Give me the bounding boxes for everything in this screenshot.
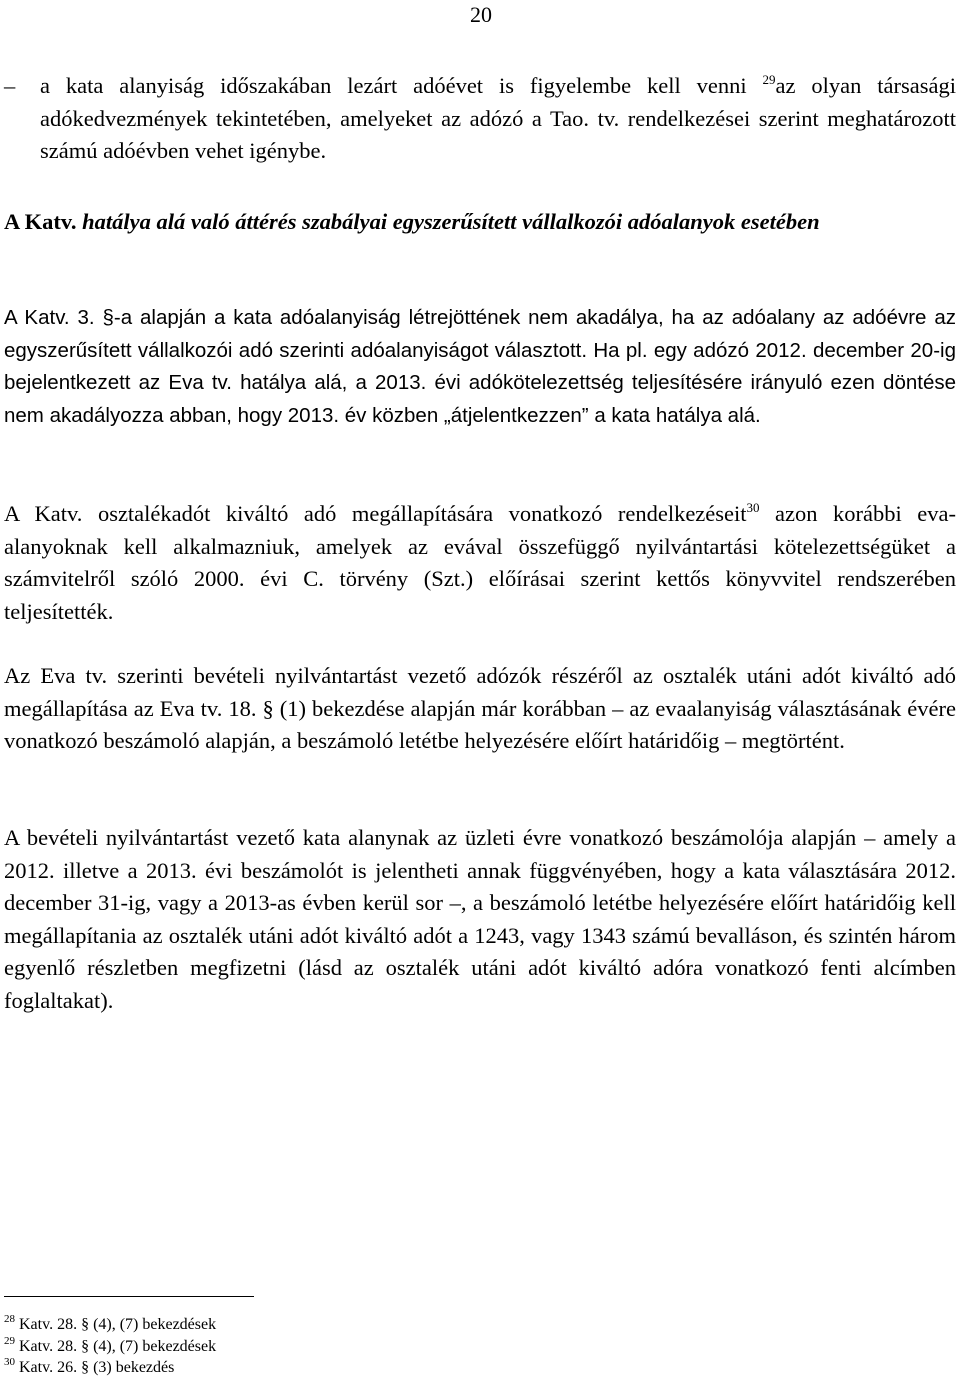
footnote-number: 29	[4, 1334, 15, 1347]
list-item	[4, 70, 956, 168]
list-item-text-after: az olyan társasági adókedvezmények tekintetében, amelyeket az adózó a Tao. tv. rendelkezései szerint meghatározott számú adóévben vehet igénybe.	[40, 73, 956, 164]
footnote-text: Katv. 28. § (4), (7) bekezdések	[15, 1337, 217, 1355]
footnote-ref-30[interactable]: 30	[746, 500, 760, 515]
paragraph-1	[4, 302, 956, 432]
dash-list	[4, 70, 956, 168]
paragraph-2	[4, 498, 956, 628]
footnote-29	[4, 1336, 704, 1358]
heading-rest: hatálya alá való áttérés szabályai egyszerűsített vállalkozói adóalanyok esetében	[76, 209, 820, 234]
list-dash: –	[4, 73, 16, 98]
heading-prefix: A Katv.	[4, 209, 77, 234]
footnote-text: Katv. 28. § (4), (7) bekezdések	[15, 1316, 217, 1333]
section-heading	[4, 206, 956, 239]
list-item-text-before: a kata alanyiság időszakában lezárt adóévet is figyelembe kell venni	[40, 73, 763, 98]
footnote-text: Katv. 26. § (3) bekezdés	[15, 1359, 175, 1376]
paragraph-2-before: A Katv. osztalékadót kiváltó adó megállapítására vonatkozó rendelkezéseit	[4, 501, 747, 526]
footnote-30	[4, 1357, 704, 1379]
paragraph-4-text: A bevételi nyilvántartást vezető kata alanynak az üzleti évre vonatkozó beszámolója alapján – amely a 2012. illetve a 2013. évi beszámolót is jelentheti annak függvényében, hogy a kata választására 2012. december 31-ig, vagy a 2013-as évben kerül sor –, a beszámoló letétbe helyezésére előírt határidőig kell megállapítania az osztalék utáni adót kiváltó adót a 1243, vagy 1343 számú bevalláson, és szintén három egyenlő részletben megfizetni (lásd az osztalék utáni adót kiváltó adóra vonatkozó fenti alcímben foglaltakat).	[4, 825, 956, 1013]
paragraph-4	[4, 822, 956, 1018]
paragraph-3-text: Az Eva tv. szerinti bevételi nyilvántartást vezető adózók részéről az osztalék utáni adót kiváltó adó megállapítása az Eva tv. 18. § (1) bekezdése alapján már korábban – az evaalanyiság választásának évére vonatkozó beszámoló alapján, a beszámoló letétbe helyezésére előírt határidőig – megtörtént.	[4, 663, 956, 754]
footnotes	[4, 1314, 704, 1379]
paragraph-3	[4, 660, 956, 758]
footnote-number: 30	[4, 1356, 15, 1368]
footnote-number: 28	[4, 1313, 15, 1325]
page-number: 20	[470, 2, 492, 27]
footnote-ref-29[interactable]: 29	[762, 72, 776, 87]
paragraph-1-text: A Katv. 3. §-a alapján a kata adóalanyiság létrejöttének nem akadálya, ha az adóalany az adóévre az egyszerűsített vállalkozói adó szerinti adóalanyiságot választott. Ha pl. egy adózó 2012. december 20-ig bejelentkezett az Eva tv. hatálya alá, a 2013. évi adókötelezettség teljesítésére irányuló ezen döntése nem akadályozza abban, hogy 2013. év közben „átjelentkezzen” a kata hatálya alá.	[4, 306, 956, 427]
footnote-separator	[4, 1296, 254, 1297]
footnote-28	[4, 1314, 704, 1336]
paragraph-2-text	[4, 498, 956, 628]
paragraph-2-after: azon korábbi eva-alanyoknak kell alkalmazniuk, amelyek az evával összefüggő nyilvántartási kötelezettségüket a számvitelről szóló 2000. évi C. törvény (Szt.) előírásai szerint kettős könyvvitel rendszerében teljesítették.	[4, 501, 956, 624]
